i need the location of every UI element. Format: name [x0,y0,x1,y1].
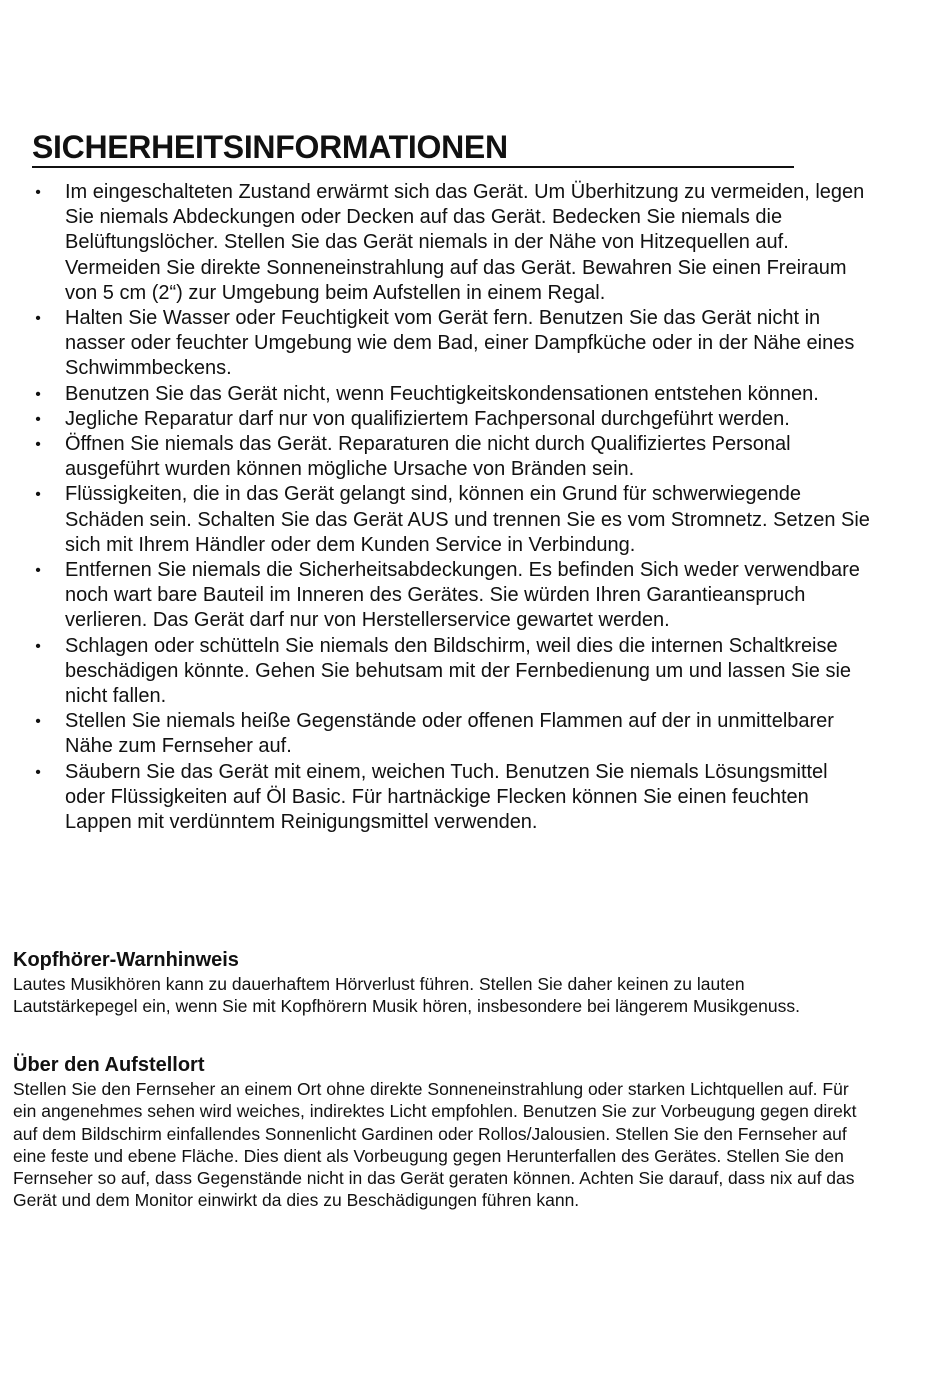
bullet-icon: • [35,184,41,201]
safety-item-text: Im eingeschalteten Zustand erwärmt sich das Gerät. Um Überhitzung zu vermeiden, legen Sie niemals Abdeckungen oder Decken auf das Gerät. Bedecken Sie niemals die Belüftungslöcher. Stellen Sie das Gerät niemals in der Nähe von Hitzequellen auf. Vermeiden Sie direkte Sonneneinstrahlung auf das Gerät. Bewahren Sie einen Freiraum von 5 cm (2“) zur Umgebung beim Aufstellen in einem Regal. [65,181,865,304]
bullet-icon: • [35,763,41,781]
safety-item-text: Öffnen Sie niemals das Gerät. Reparaturen die nicht durch Qualifiziertes Personal ausgeführt wurden können mögliche Ursache von Bränden sein. [65,433,791,481]
safety-item [32,180,872,306]
safety-item [32,382,872,407]
safety-list [32,180,872,835]
installation-location-text: Stellen Sie den Fernseher an einem Ort ohne direkte Sonneneinstrahlung oder starken Lichtquellen auf. Für ein angenehmes sehen wird weiches, indirektes Licht empfohlen. Benutzen Sie zur Vorbeugung gegen direkt auf dem Bildschirm einfallendes Sonnenlicht Gardinen oder Rollos/Jalousien. Stellen Sie den Fernseher auf eine feste und ebene Fläche. Dies dient als Vorbeugung gegen Herunterfallen des Gerätes. Stellen Sie den Fernseher so auf, dass Gegenstände nicht in das Gerät geraten können. Achten Sie darauf, dass nix auf das Gerät und dem Monitor einwirkt da dies zu Beschädigungen führen kann. [13,1079,857,1211]
page-title: SICHERHEITSINFORMATIONEN [32,128,794,168]
safety-item-text: Flüssigkeiten, die in das Gerät gelangt sind, können ein Grund für schwerwiegende Schäden sein. Schalten Sie das Gerät AUS und trennen Sie es vom Stromnetz. Setzen Sie sich mit Ihrem Händler oder dem Kunden Service in Verbindung. [65,483,870,556]
safety-item [32,306,872,382]
safety-item-text: Jegliche Reparatur darf nur von qualifiziertem Fachpersonal durchgeführt werden. [65,407,790,430]
safety-item [32,482,872,558]
bullet-icon: • [35,436,41,454]
safety-item-text: Benutzen Sie das Gerät nicht, wenn Feuchtigkeitskondensationen entstehen können. [65,382,819,405]
safety-item [32,709,872,759]
bullet-icon: • [35,486,41,504]
safety-item-text: Entfernen Sie niemals die Sicherheitsabdeckungen. Es befinden Sich weder verwendbare noch wart bare Bauteil im Inneren des Gerätes. Sie würden Ihren Garantieanspruch verlieren. Das Gerät darf nur von Herstellerservice gewartet werden. [65,559,860,632]
safety-item [32,760,872,836]
safety-item-text: Stellen Sie niemals heiße Gegenstände oder offenen Flammen auf der in unmittelbarer Nähe zum Fernseher auf. [65,710,834,758]
safety-item-text: Halten Sie Wasser oder Feuchtigkeit vom Gerät fern. Benutzen Sie das Gerät nicht in nasser oder feuchter Umgebung wie dem Bad, einer Dampfküche oder in der Nähe eines Schwimmbeckens. [65,307,855,380]
bullet-icon: • [35,385,41,403]
bullet-icon: • [35,562,41,580]
bullet-icon: • [35,713,41,731]
headphone-warning-heading: Kopfhörer-Warnhinweis [13,949,239,971]
bullet-icon: • [35,410,41,428]
bullet-icon: • [35,310,41,328]
bullet-icon: • [35,637,41,655]
safety-item [32,432,872,482]
safety-item [32,558,872,634]
installation-location-section [13,1052,873,1212]
safety-item-text: Säubern Sie das Gerät mit einem, weichen Tuch. Benutzen Sie niemals Lösungsmittel oder Flüssigkeiten auf Öl Basic. Für hartnäckige Flecken können Sie einen feuchten Lappen mit verdünntem Reinigungsmittel verwenden. [65,760,828,834]
headphone-warning-section [13,947,873,1018]
headphone-warning-text: Lautes Musikhören kann zu dauerhaftem Hörverlust führen. Stellen Sie daher keinen zu lauten Lautstärkepegel ein, wenn Sie mit Kopfhörern Musik hören, insbesondere bei längerem Musikgenuss. [13,974,800,1017]
safety-item [32,407,872,432]
installation-location-heading: Über den Aufstellort [13,1054,205,1076]
safety-item-text: Schlagen oder schütteln Sie niemals den Bildschirm, weil dies die internen Schaltkreise beschädigen könnte. Gehen Sie behutsam mit der Fernbedienung um und lassen Sie sie nicht fallen. [65,634,852,708]
safety-item [32,634,872,710]
